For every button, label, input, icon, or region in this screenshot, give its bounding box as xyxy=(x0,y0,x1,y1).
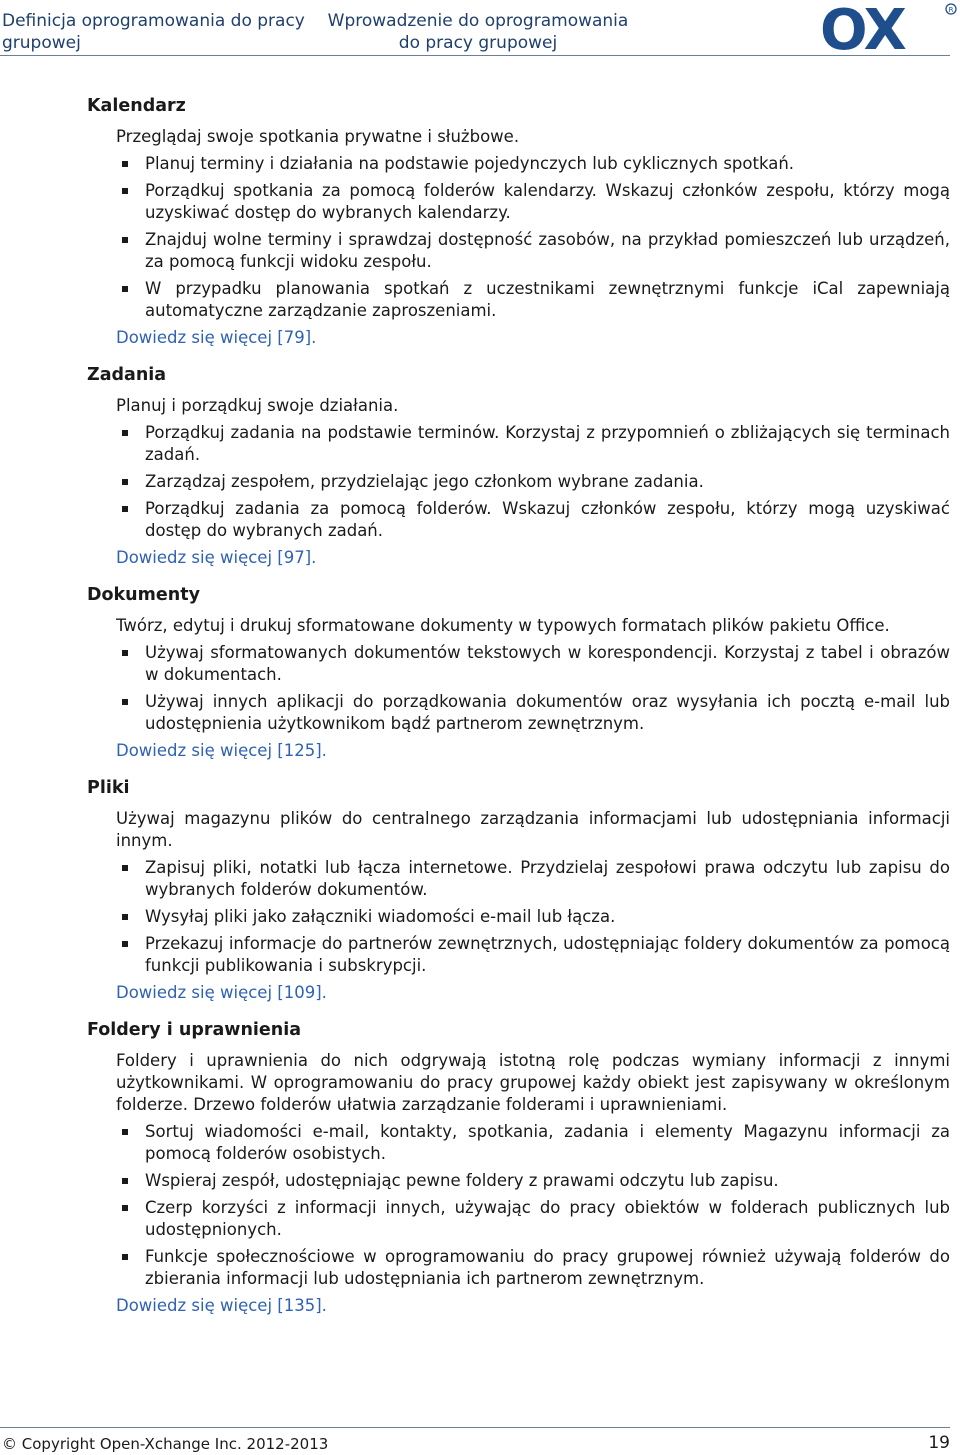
bullet-list xyxy=(87,1121,950,1290)
list-item: Czerp korzyści z informacji innych, używając do pracy obiektów w folderach publicznych lub udostępnionych. xyxy=(145,1198,950,1239)
list-item: Używaj innych aplikacji do porządkowania dokumentów oraz wysyłania ich pocztą e-mail lub udostępnienia użytkownikom bądź partnerom zewnętrznym. xyxy=(145,692,950,733)
list-item: Funkcje społecznościowe w oprogramowaniu do pracy grupowej również używają folderów do zbierania informacji lub udostępniania ich partnerom zewnętrznym. xyxy=(145,1247,950,1288)
footer-copyright: © Copyright Open-Xchange Inc. 2012-2013 xyxy=(2,1435,329,1453)
main-content xyxy=(87,94,950,1331)
learn-more-link[interactable]: Dowiedz się więcej [79]. xyxy=(116,328,317,347)
list-item: W przypadku planowania spotkań z uczestnikami zewnętrznymi funkcje iCal zapewniają automatyczne zarządzanie zaproszeniami. xyxy=(145,279,950,320)
list-item: Znajduj wolne terminy i sprawdzaj dostępność zasobów, na przykład pomieszczeń lub urządzeń, za pomocą funkcji widoku zespołu. xyxy=(145,230,950,271)
section-title: Kalendarz xyxy=(87,96,186,116)
bullet-list xyxy=(87,422,950,542)
bullet-list xyxy=(87,857,950,977)
svg-text:R: R xyxy=(948,6,954,14)
list-item: Porządkuj zadania za pomocą folderów. Wskazuj członków zespołu, którzy mogą uzyskiwać dostęp do wybranych zadań. xyxy=(145,499,950,540)
page-header xyxy=(0,0,960,58)
section-intro: Używaj magazynu plików do centralnego zarządzania informacjami lub udostępniania informacji innym. xyxy=(116,809,950,850)
learn-more-link[interactable]: Dowiedz się więcej [109]. xyxy=(116,983,327,1002)
ox-logo-text: OX xyxy=(820,2,905,54)
section xyxy=(87,94,950,349)
list-item: Używaj sformatowanych dokumentów tekstowych w korespondencji. Korzystaj z tabel i obrazów w dokumentach. xyxy=(145,643,950,684)
header-divider xyxy=(0,55,950,56)
section xyxy=(87,1018,950,1317)
section-intro: Planuj i porządkuj swoje działania. xyxy=(116,396,399,415)
section xyxy=(87,583,950,762)
list-item: Wspieraj zespół, udostępniając pewne foldery z prawami odczytu lub zapisu. xyxy=(145,1170,950,1192)
list-item: Sortuj wiadomości e-mail, kontakty, spotkania, zadania i elementy Magazynu informacji za pomocą folderów osobistych. xyxy=(145,1122,950,1163)
learn-more-link[interactable]: Dowiedz się więcej [97]. xyxy=(116,548,317,567)
section-intro: Przeglądaj swoje spotkania prywatne i służbowe. xyxy=(116,127,520,146)
footer-divider xyxy=(0,1427,950,1428)
list-item: Przekazuj informacje do partnerów zewnętrznych, udostępniając foldery dokumentów za pomocą funkcji publikowania i subskrypcji. xyxy=(145,934,950,975)
bullet-list xyxy=(87,153,950,322)
learn-more-link[interactable]: Dowiedz się więcej [125]. xyxy=(116,741,327,760)
list-item: Zapisuj pliki, notatki lub łącza internetowe. Przydzielaj zespołowi prawa odczytu lub zapisu do wybranych folderów dokumentów. xyxy=(145,858,950,899)
section xyxy=(87,363,950,569)
list-item: Zarządzaj zespołem, przydzielając jego członkom wybrane zadania. xyxy=(145,471,950,493)
section-intro: Twórz, edytuj i drukuj sformatowane dokumenty w typowych formatach plików pakietu Office. xyxy=(116,616,890,635)
list-item: Wysyłaj pliki jako załączniki wiadomości e-mail lub łącza. xyxy=(145,906,950,928)
section-title: Pliki xyxy=(87,778,130,798)
section xyxy=(87,776,950,1004)
section-title: Foldery i uprawnienia xyxy=(87,1020,302,1040)
list-item: Porządkuj spotkania za pomocą folderów kalendarzy. Wskazuj członków zespołu, którzy mogą uzyskiwać dostęp do wybranych kalendarzy. xyxy=(145,181,950,222)
section-title: Zadania xyxy=(87,365,167,385)
list-item: Planuj terminy i działania na podstawie pojedynczych lub cyklicznych spotkań. xyxy=(145,153,950,175)
page-number: 19 xyxy=(928,1433,950,1453)
ox-logo xyxy=(818,2,958,54)
list-item: Porządkuj zadania na podstawie terminów. Korzystaj z przypomnień o zbliżających się terminach zadań. xyxy=(145,423,950,464)
bullet-list xyxy=(87,642,950,735)
section-intro: Foldery i uprawnienia do nich odgrywają istotną rolę podczas wymiany informacji z innymi użytkownikami. W oprogramowaniu do pracy grupowej każdy obiekt jest zapisywany w określonym folderze. Drzewo folderów ułatwia zarządzanie folderami i uprawnieniami. xyxy=(116,1051,950,1114)
header-center-title: Wprowadzenie do oprogramowania do pracy grupowej xyxy=(327,11,629,53)
section-title: Dokumenty xyxy=(87,585,200,605)
header-left-title: Definicja oprogramowania do pracy grupowej xyxy=(2,11,305,53)
learn-more-link[interactable]: Dowiedz się więcej [135]. xyxy=(116,1296,327,1315)
